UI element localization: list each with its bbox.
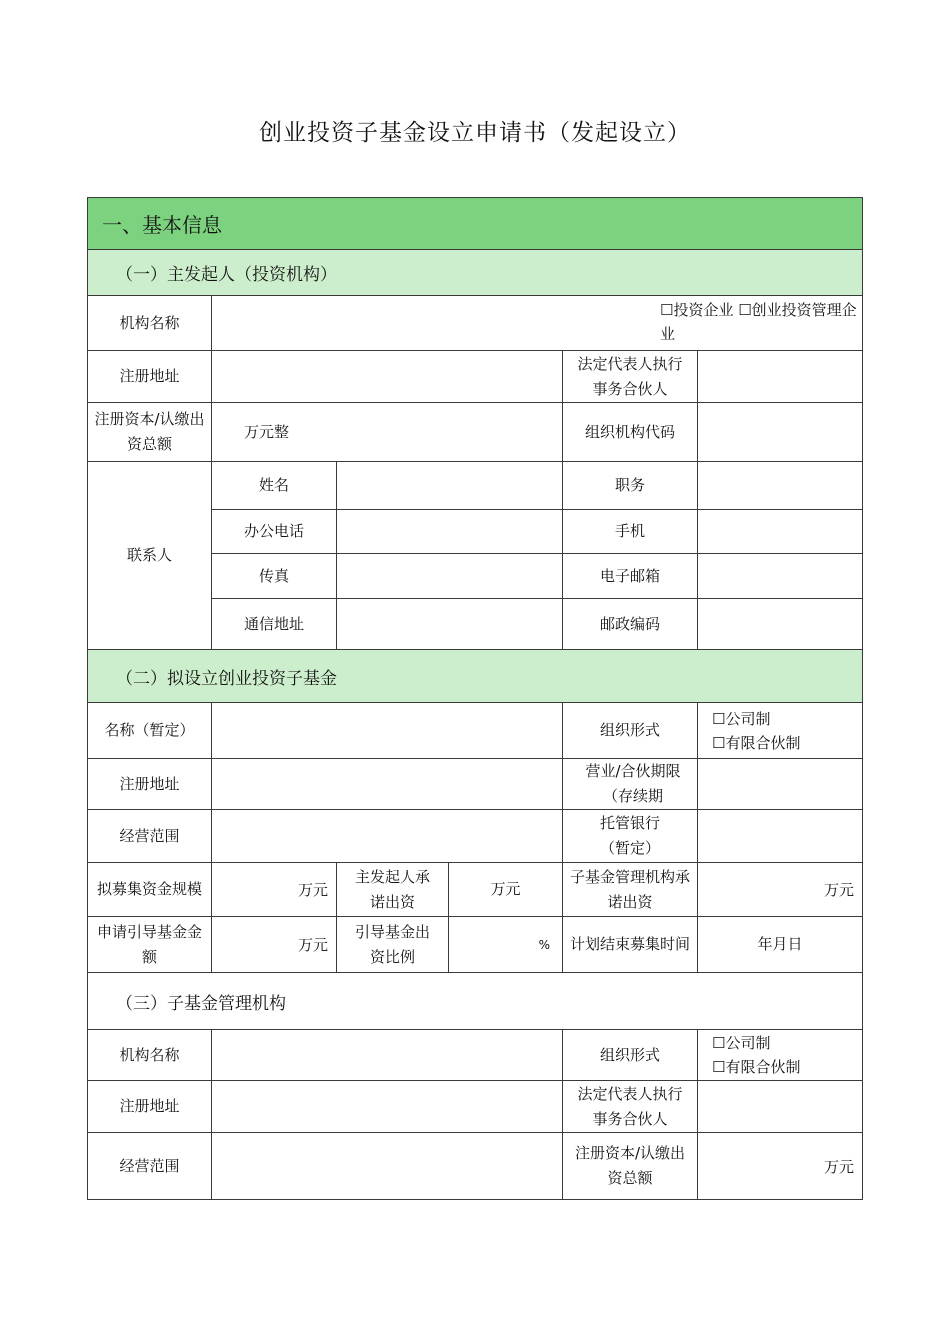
manager-org-name-label: 机构名称 (87, 1029, 212, 1081)
manager-limited-partnership-checkbox[interactable]: ☐有限合伙制 (712, 1058, 801, 1076)
sponsor-org-code-field[interactable] (697, 402, 863, 462)
sponsor-legal-rep-label: 法定代表人执行事务合伙人 (562, 350, 698, 403)
company-checkbox[interactable]: ☐公司制 (712, 709, 771, 728)
sponsor-legal-rep-field[interactable] (697, 350, 863, 403)
subfund-reg-address-field[interactable] (211, 758, 563, 810)
page-title: 创业投资子基金设立申请书（发起设立） (259, 120, 691, 146)
email-label: 电子邮箱 (562, 553, 698, 599)
contact-name-field[interactable] (336, 461, 563, 510)
subfund-term-field[interactable] (697, 758, 863, 810)
fund-size-label: 拟募集资金规模 (87, 862, 212, 917)
subfund-scope-label: 经营范围 (87, 809, 212, 863)
manager-commit-field[interactable]: 万元 (697, 862, 863, 917)
manager-legal-rep-field[interactable] (697, 1080, 863, 1133)
mobile-label: 手机 (562, 509, 698, 554)
subfund-reg-address-label: 注册地址 (87, 758, 212, 810)
manager-subheader: （三）子基金管理机构 (87, 972, 863, 1030)
postal-code-field[interactable] (697, 598, 863, 650)
postal-code-label: 邮政编码 (562, 598, 698, 650)
investment-enterprise-checkbox[interactable]: ☐投资企业 (660, 301, 734, 319)
manager-reg-address-field[interactable] (211, 1080, 563, 1133)
sponsor-commit-field[interactable]: 万元 (448, 862, 563, 917)
end-raising-time-label: 计划结束募集时间 (562, 916, 698, 973)
guide-fund-ratio-field[interactable]: % (448, 916, 563, 973)
sponsor-org-type-options[interactable] (660, 298, 862, 346)
manager-reg-address-label: 注册地址 (87, 1080, 212, 1133)
mail-address-label: 通信地址 (211, 598, 337, 650)
custodian-bank-label: 托管银行（暂定） (562, 809, 698, 863)
fund-size-field[interactable]: 万元 (211, 862, 337, 917)
sponsor-reg-capital-field[interactable]: 万元整 (211, 402, 563, 462)
manager-legal-rep-label: 法定代表人执行事务合伙人 (562, 1080, 698, 1133)
sponsor-org-name-field[interactable] (211, 295, 863, 351)
subfund-name-field[interactable] (211, 702, 563, 759)
subfund-org-form-options[interactable] (697, 702, 863, 759)
contact-position-label: 职务 (562, 461, 698, 510)
sponsor-commit-label: 主发起人承诺出资 (336, 862, 449, 917)
manager-org-form-options[interactable] (697, 1029, 863, 1081)
subfund-org-form-label: 组织形式 (562, 702, 698, 759)
end-raising-time-field[interactable]: 年月日 (697, 916, 863, 973)
manager-reg-capital-field[interactable]: 万元 (697, 1132, 863, 1200)
manager-org-form-label: 组织形式 (562, 1029, 698, 1081)
manager-commit-label: 子基金管理机构承诺出资 (562, 862, 698, 917)
guide-fund-ratio-label: 引导基金出资比例 (336, 916, 449, 973)
fax-field[interactable] (336, 553, 563, 599)
custodian-bank-field[interactable] (697, 809, 863, 863)
manager-company-checkbox[interactable]: ☐公司制 (712, 1034, 771, 1052)
contact-label: 联系人 (87, 461, 212, 650)
sponsor-org-code-label: 组织机构代码 (562, 402, 698, 462)
manager-scope-label: 经营范围 (87, 1132, 212, 1200)
manager-scope-field[interactable] (211, 1132, 563, 1200)
subfund-term-label: 营业/合伙期限（存续期 (562, 758, 698, 810)
subfund-scope-field[interactable] (211, 809, 563, 863)
sponsor-reg-address-label: 注册地址 (87, 350, 212, 403)
mobile-field[interactable] (697, 509, 863, 554)
office-phone-field[interactable] (336, 509, 563, 554)
guide-fund-amount-field[interactable]: 万元 (211, 916, 337, 973)
contact-name-label: 姓名 (211, 461, 337, 510)
email-field[interactable] (697, 553, 863, 599)
subfund-name-label: 名称（暂定） (87, 702, 212, 759)
fax-label: 传真 (211, 553, 337, 599)
office-phone-label: 办公电话 (211, 509, 337, 554)
sponsor-reg-address-field[interactable] (211, 350, 563, 403)
guide-fund-amount-label: 申请引导基金金额 (87, 916, 212, 973)
manager-reg-capital-label: 注册资本/认缴出资总额 (562, 1132, 698, 1200)
vc-management-enterprise-checkbox[interactable]: ☐创业投资管理企业 (660, 301, 857, 343)
manager-org-name-field[interactable] (211, 1029, 563, 1081)
sponsor-subheader: （一）主发起人（投资机构） (87, 249, 863, 296)
subfund-subheader: （二）拟设立创业投资子基金 (87, 649, 863, 703)
sponsor-reg-capital-label: 注册资本/认缴出资总额 (87, 402, 212, 462)
contact-position-field[interactable] (697, 461, 863, 510)
section-basic-info-header: 一、基本信息 (87, 197, 863, 250)
sponsor-org-name-label: 机构名称 (87, 295, 212, 351)
mail-address-field[interactable] (336, 598, 563, 650)
limited-partnership-checkbox[interactable]: ☐有限合伙制 (712, 733, 801, 752)
